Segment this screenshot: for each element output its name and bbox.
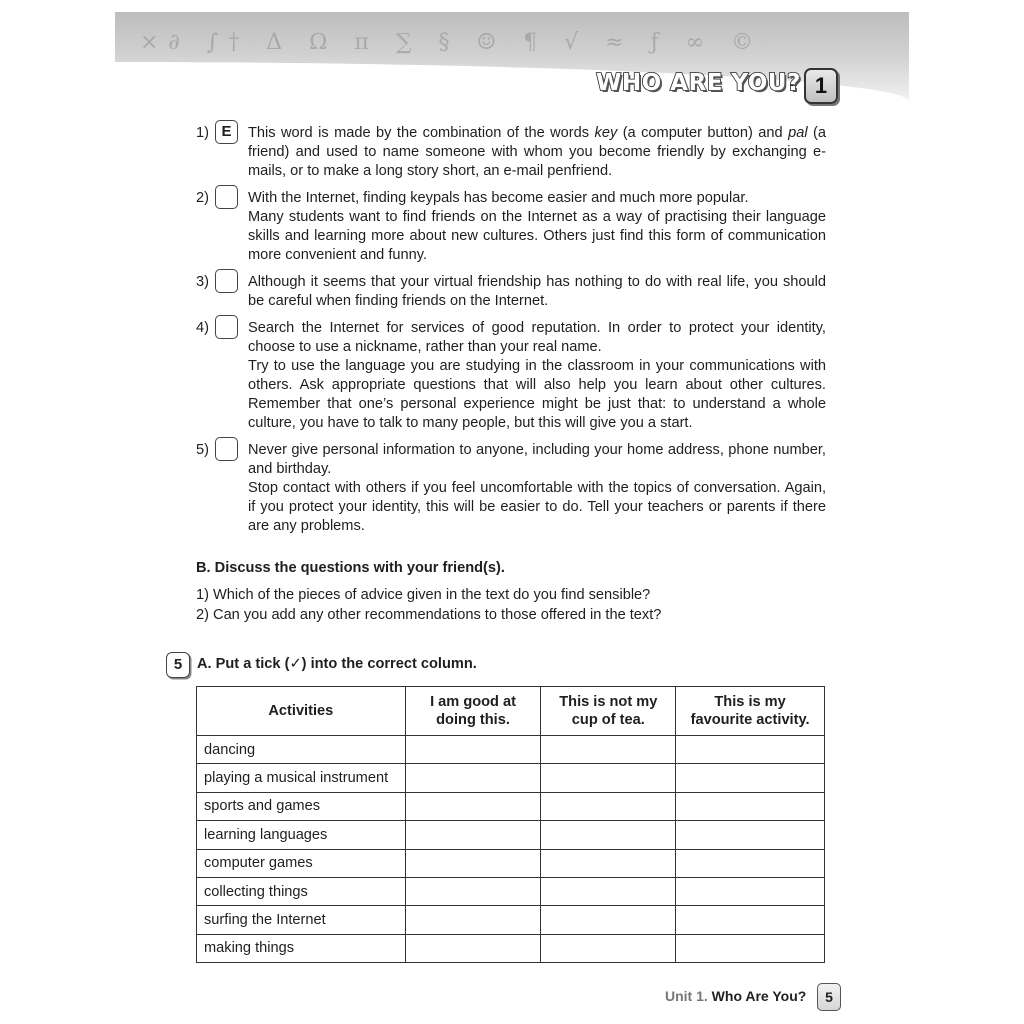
tick-cell-good-at[interactable] xyxy=(405,877,541,905)
item-1 xyxy=(196,124,826,181)
table-row xyxy=(197,764,825,792)
item-text xyxy=(248,189,826,265)
activity-label: dancing xyxy=(197,736,406,764)
section-b xyxy=(196,560,836,625)
activity-label: making things xyxy=(197,934,406,962)
tick-cell-good-at[interactable] xyxy=(405,764,541,792)
item-text xyxy=(248,441,826,536)
activity-label: sports and games xyxy=(197,792,406,820)
table-row xyxy=(197,934,825,962)
tick-cell-good-at[interactable] xyxy=(405,792,541,820)
table-row xyxy=(197,906,825,934)
table-row xyxy=(197,849,825,877)
tick-cell-favourite[interactable] xyxy=(676,736,825,764)
footer-unit xyxy=(665,988,806,1004)
item-number: 2) xyxy=(196,190,209,206)
tick-cell-favourite[interactable] xyxy=(676,849,825,877)
item-number: 3) xyxy=(196,274,209,290)
tick-cell-favourite[interactable] xyxy=(676,821,825,849)
item-paragraph: Search the Internet for services of good reputation. In order to protect your identity, choose to use a nickname, rather than your real name. xyxy=(248,320,826,355)
tick-cell-good-at[interactable] xyxy=(405,849,541,877)
answer-box[interactable] xyxy=(215,315,238,339)
italic-term: key xyxy=(594,125,618,141)
tick-cell-not-my-cup[interactable] xyxy=(541,736,676,764)
tick-cell-not-my-cup[interactable] xyxy=(541,849,676,877)
header-decoration: ×∂ ∫† Δ Ω π ∑ § ☺ ¶ √ ≈ ƒ ∞ © xyxy=(140,30,764,55)
table-row xyxy=(197,877,825,905)
item-paragraph: Stop contact with others if you feel uncomfortable with the topics of conversation. Again, if you protect your identity, this will be easier to do. Tell your teachers or parents if there are any problems. xyxy=(248,480,826,534)
column-header-favourite: This is my favourite activity. xyxy=(676,687,825,736)
exercise-5-badge: 5 xyxy=(166,652,190,678)
item-paragraph: Many students want to find friends on the Internet as a way of practising their language skills and learning more about new cultures. Others just find this form of communication more convenient and funny. xyxy=(248,209,826,263)
item-paragraph: With the Internet, finding keypals has become easier and much more popular. xyxy=(248,190,749,206)
tick-cell-not-my-cup[interactable] xyxy=(541,792,676,820)
item-paragraph: Never give personal information to anyone, including your home address, phone number, and birthday. xyxy=(248,442,826,477)
tick-cell-favourite[interactable] xyxy=(676,906,825,934)
answer-box[interactable] xyxy=(215,269,238,293)
tick-cell-not-my-cup[interactable] xyxy=(541,877,676,905)
table-row xyxy=(197,821,825,849)
table-row xyxy=(197,792,825,820)
item-text xyxy=(248,273,826,311)
column-header-not-my-cup: This is not my cup of tea. xyxy=(541,687,676,736)
footer-unit-title: Who Are You? xyxy=(711,988,807,1004)
item-3 xyxy=(196,273,826,311)
tick-cell-not-my-cup[interactable] xyxy=(541,821,676,849)
table-row xyxy=(197,736,825,764)
tick-cell-favourite[interactable] xyxy=(676,792,825,820)
item-2 xyxy=(196,189,826,265)
tick-cell-favourite[interactable] xyxy=(676,877,825,905)
discussion-question: 2) Can you add any other recommendations to those offered in the text? xyxy=(196,607,662,623)
item-4 xyxy=(196,319,826,433)
column-header-good-at: I am good at doing this. xyxy=(405,687,541,736)
item-number: 4) xyxy=(196,320,209,336)
page-number: 5 xyxy=(817,983,841,1011)
activity-label: computer games xyxy=(197,849,406,877)
answer-box[interactable]: E xyxy=(215,120,238,144)
discussion-question: 1) Which of the pieces of advice given in the text do you find sensible? xyxy=(196,587,651,603)
answer-box[interactable] xyxy=(215,185,238,209)
activity-label: learning languages xyxy=(197,821,406,849)
table-header-row xyxy=(197,687,825,736)
italic-term: pal xyxy=(788,125,808,141)
activities-table xyxy=(196,686,825,963)
tick-cell-favourite[interactable] xyxy=(676,764,825,792)
unit-number-badge: 1 xyxy=(804,68,838,104)
activity-label: collecting things xyxy=(197,877,406,905)
exercise-5-heading: A. Put a tick (✓) into the correct column. xyxy=(197,656,477,672)
item-number: 5) xyxy=(196,442,209,458)
footer-unit-label: Unit 1. xyxy=(665,988,708,1004)
item-text xyxy=(248,124,826,181)
tick-cell-good-at[interactable] xyxy=(405,906,541,934)
tick-cell-good-at[interactable] xyxy=(405,821,541,849)
item-text xyxy=(248,319,826,433)
tick-cell-not-my-cup[interactable] xyxy=(541,764,676,792)
section-b-heading: B. Discuss the questions with your friend(s). xyxy=(196,560,505,576)
item-5 xyxy=(196,441,826,536)
unit-title: WHO ARE YOU? xyxy=(596,70,801,96)
tick-cell-good-at[interactable] xyxy=(405,736,541,764)
item-paragraph: Although it seems that your virtual friendship has nothing to do with real life, you should be careful when finding friends on the Internet. xyxy=(248,274,826,309)
item-number: 1) xyxy=(196,125,209,141)
tick-cell-not-my-cup[interactable] xyxy=(541,906,676,934)
item-paragraph: Try to use the language you are studying in the classroom in your communications with others. Ask appropriate questions that will also help you learn about other cultures. Remember that one’s personal experience might be just that: to understand a whole culture, you have to talk to many people, but this will give you a start. xyxy=(248,358,826,431)
tick-cell-good-at[interactable] xyxy=(405,934,541,962)
column-header-activities: Activities xyxy=(197,687,406,736)
tick-cell-favourite[interactable] xyxy=(676,934,825,962)
activity-label: playing a musical instrument xyxy=(197,764,406,792)
tick-cell-not-my-cup[interactable] xyxy=(541,934,676,962)
item-paragraph: This word is made by the combination of the words key (a computer button) and pal (a friend) and used to name someone with whom you become friendly by exchanging e-mails, or to make a long story short, an e-mail penfriend. xyxy=(248,125,827,179)
answer-box[interactable] xyxy=(215,437,238,461)
activity-label: surfing the Internet xyxy=(197,906,406,934)
